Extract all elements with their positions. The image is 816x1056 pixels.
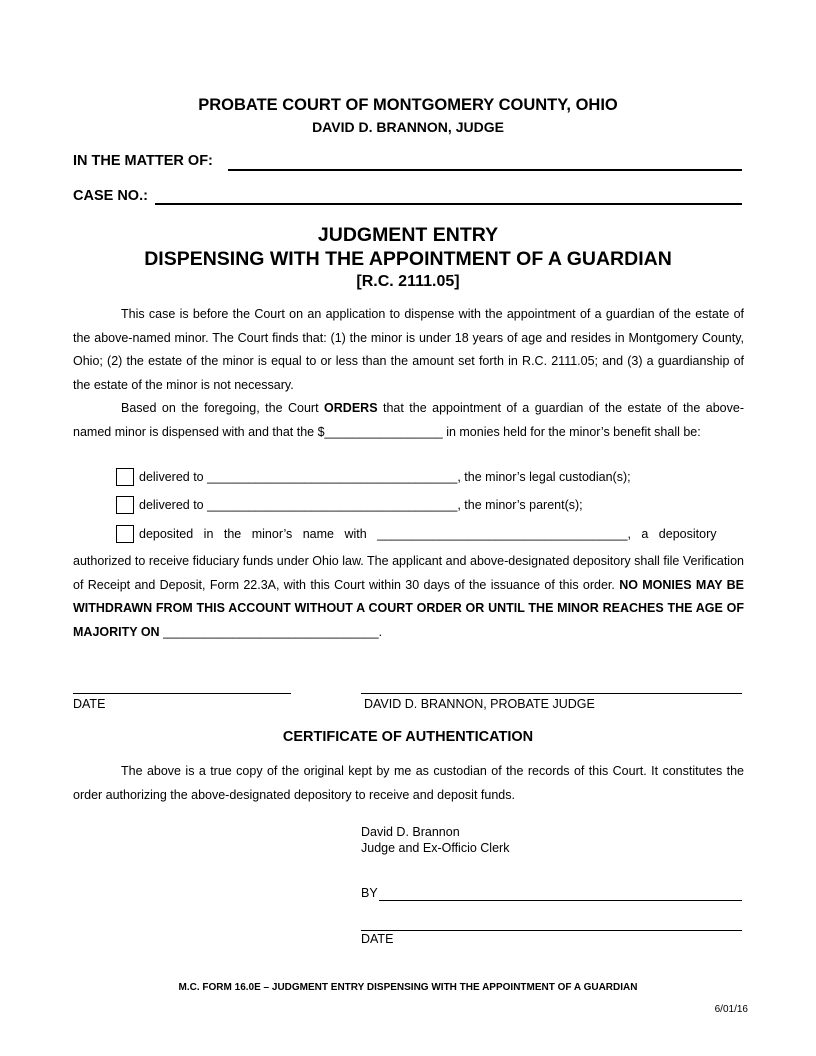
option-legal-custodian: delivered to ____________________________________, the minor’s legal custodian(s); bbox=[116, 468, 744, 488]
document-title: JUDGMENT ENTRY bbox=[317, 224, 499, 246]
revision-date: 6/01/16 bbox=[714, 1004, 748, 1015]
legal-custodian-checkbox[interactable] bbox=[116, 468, 134, 486]
certificate-date-label: DATE bbox=[361, 932, 394, 946]
orders-paragraph: Based on the foregoing, the Court ORDERS that the appointment of a guardian of the estate of the above-named minor is dispensed with and that the $_________________ in monies held for the minor’s benefit shall be: bbox=[73, 401, 744, 439]
judge-signature-label: DAVID D. BRANNON, PROBATE JUDGE bbox=[364, 697, 595, 711]
findings-paragraph: This case is before the Court on an application to dispense with the appointment of a guardian of the estate of the above-named minor. The Court finds that: (1) the minor is under 18 years of age and resides in Montgomery County, Ohio; (2) the estate of the minor is equal to or less than the amount set forth in R.C. 2111.05; and (3) a guardianship of the estate of the minor is not necessary. bbox=[73, 307, 744, 392]
court-name: PROBATE COURT OF MONTGOMERY COUNTY, OHIO bbox=[198, 96, 618, 114]
case-number-label: CASE NO.: bbox=[73, 188, 148, 204]
case-number-field[interactable] bbox=[155, 203, 742, 205]
judge-signature-line[interactable] bbox=[361, 693, 742, 694]
clerk-title: Judge and Ex-Officio Clerk bbox=[361, 841, 510, 855]
deposit-paragraph: authorized to receive fiduciary funds under Ohio law. The applicant and above-designated depository shall file Verification of Receipt and Deposit, Form 22.3A, with this Court within 30 days of the issuance of this order. NO MONIES MAY BE WITHDRAWN FROM THIS ACCOUNT WITHOUT A COURT ORDER OR UNTIL THE MINOR REACHES THE AGE OF MAJORITY ON _______________________________. bbox=[73, 554, 744, 639]
document-subtitle: DISPENSING WITH THE APPOINTMENT OF A GUARDIAN bbox=[144, 248, 672, 270]
parent-checkbox[interactable] bbox=[116, 496, 134, 514]
matter-label: IN THE MATTER OF: bbox=[73, 153, 213, 169]
matter-field[interactable] bbox=[228, 169, 742, 171]
statute-reference: [R.C. 2111.05] bbox=[356, 273, 460, 290]
certificate-text: The above is a true copy of the original kept by me as custodian of the records of this Court. It constitutes the order authorizing the above-designated depository to receive and deposit funds. bbox=[73, 764, 744, 802]
certificate-date-line[interactable] bbox=[361, 930, 742, 931]
option-depository: deposited in the minor’s name with ____________________________________, a depository bbox=[116, 525, 744, 545]
certificate-heading: CERTIFICATE OF AUTHENTICATION bbox=[282, 729, 534, 745]
by-label: BY bbox=[361, 886, 378, 900]
judge-name: DAVID D. BRANNON, JUDGE bbox=[312, 119, 504, 135]
option-parent: delivered to ____________________________________, the minor’s parent(s); bbox=[116, 496, 744, 516]
form-footer: M.C. FORM 16.0E – JUDGMENT ENTRY DISPENSING WITH THE APPOINTMENT OF A GUARDIAN bbox=[178, 982, 638, 993]
clerk-name: David D. Brannon bbox=[361, 825, 460, 839]
date-signature-line[interactable] bbox=[73, 693, 291, 694]
depository-checkbox[interactable] bbox=[116, 525, 134, 543]
date-label: DATE bbox=[73, 697, 106, 711]
by-signature-line[interactable] bbox=[379, 900, 742, 901]
